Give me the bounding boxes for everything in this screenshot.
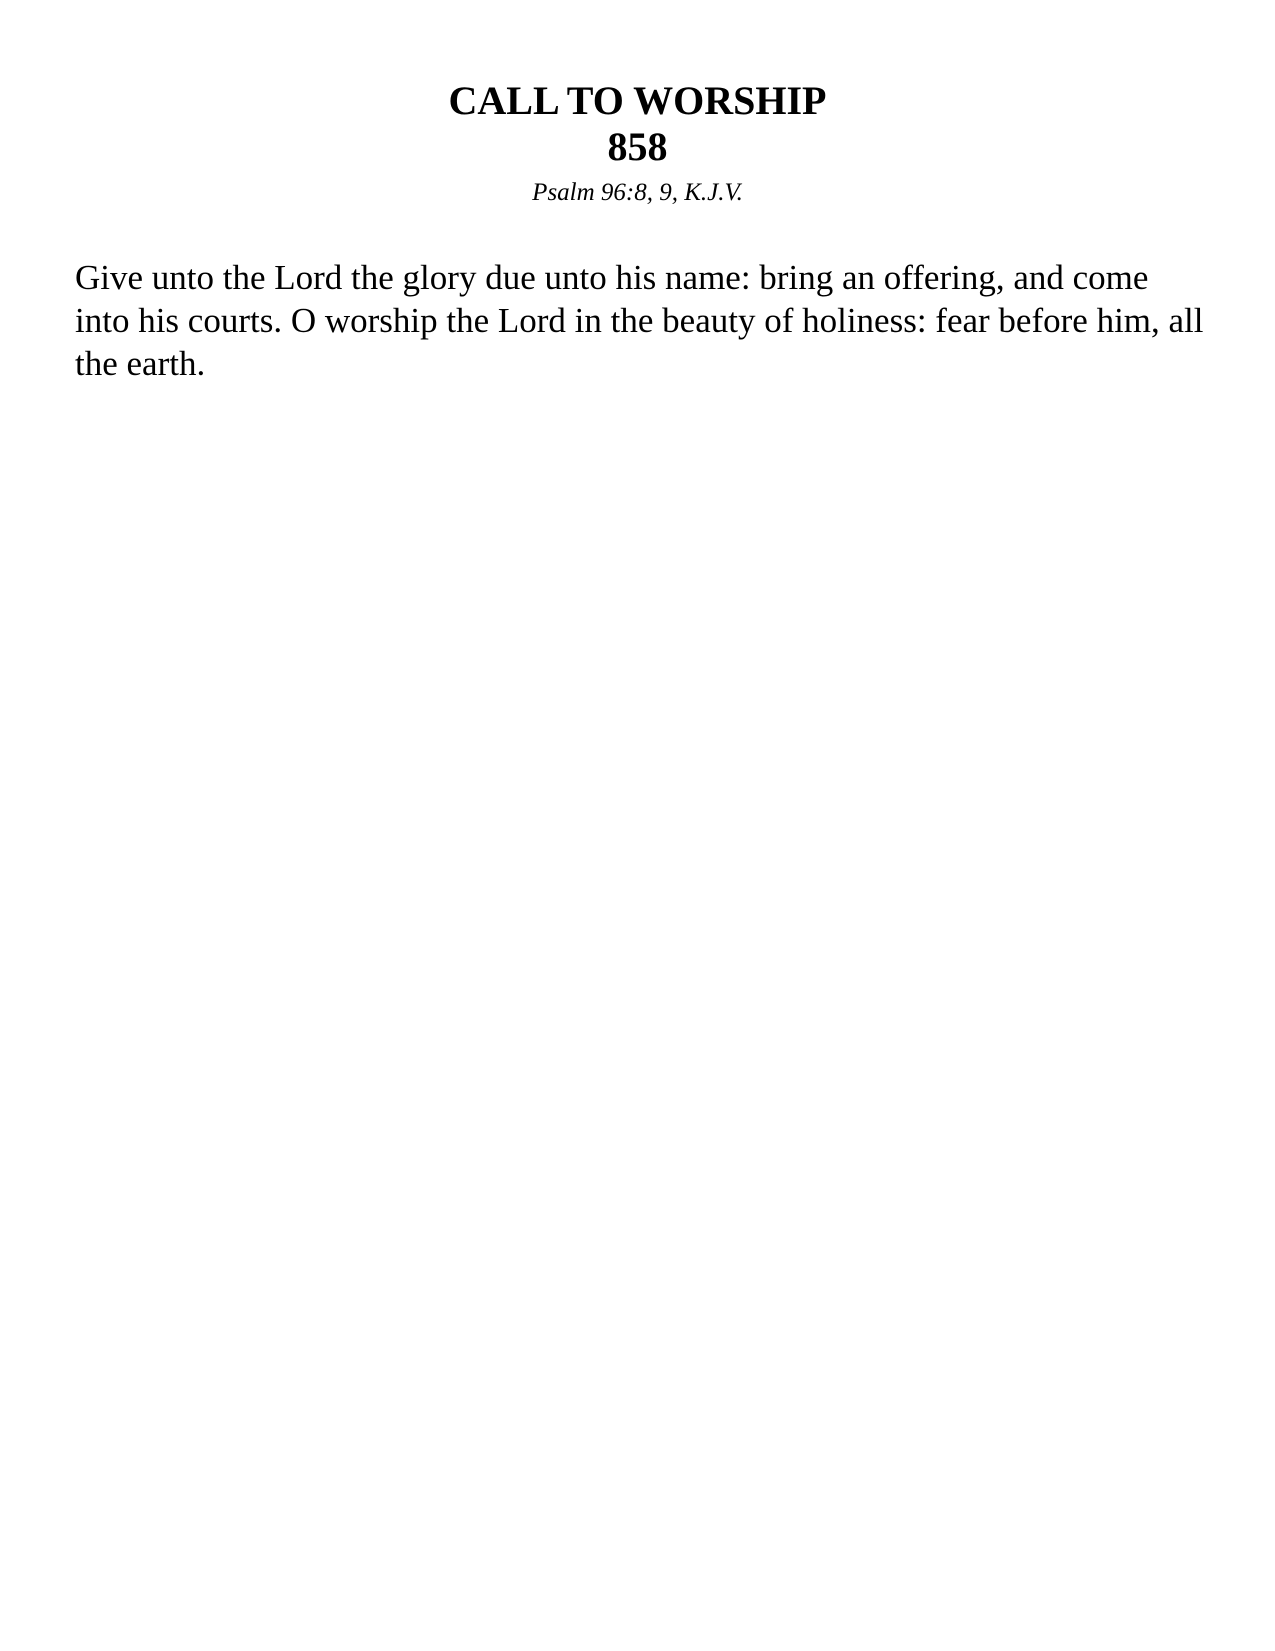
scripture-reference: Psalm 96:8, 9, K.J.V. xyxy=(532,179,743,206)
hymnal-number: 858 xyxy=(607,124,668,169)
scripture-text: Give unto the Lord the glory due unto his name: bring an offering, and come into his courts. O worship the Lord in the beauty of holiness: fear before him, all the earth. xyxy=(75,258,1204,383)
header xyxy=(0,78,1275,208)
page-title: CALL TO WORSHIP xyxy=(448,78,827,123)
